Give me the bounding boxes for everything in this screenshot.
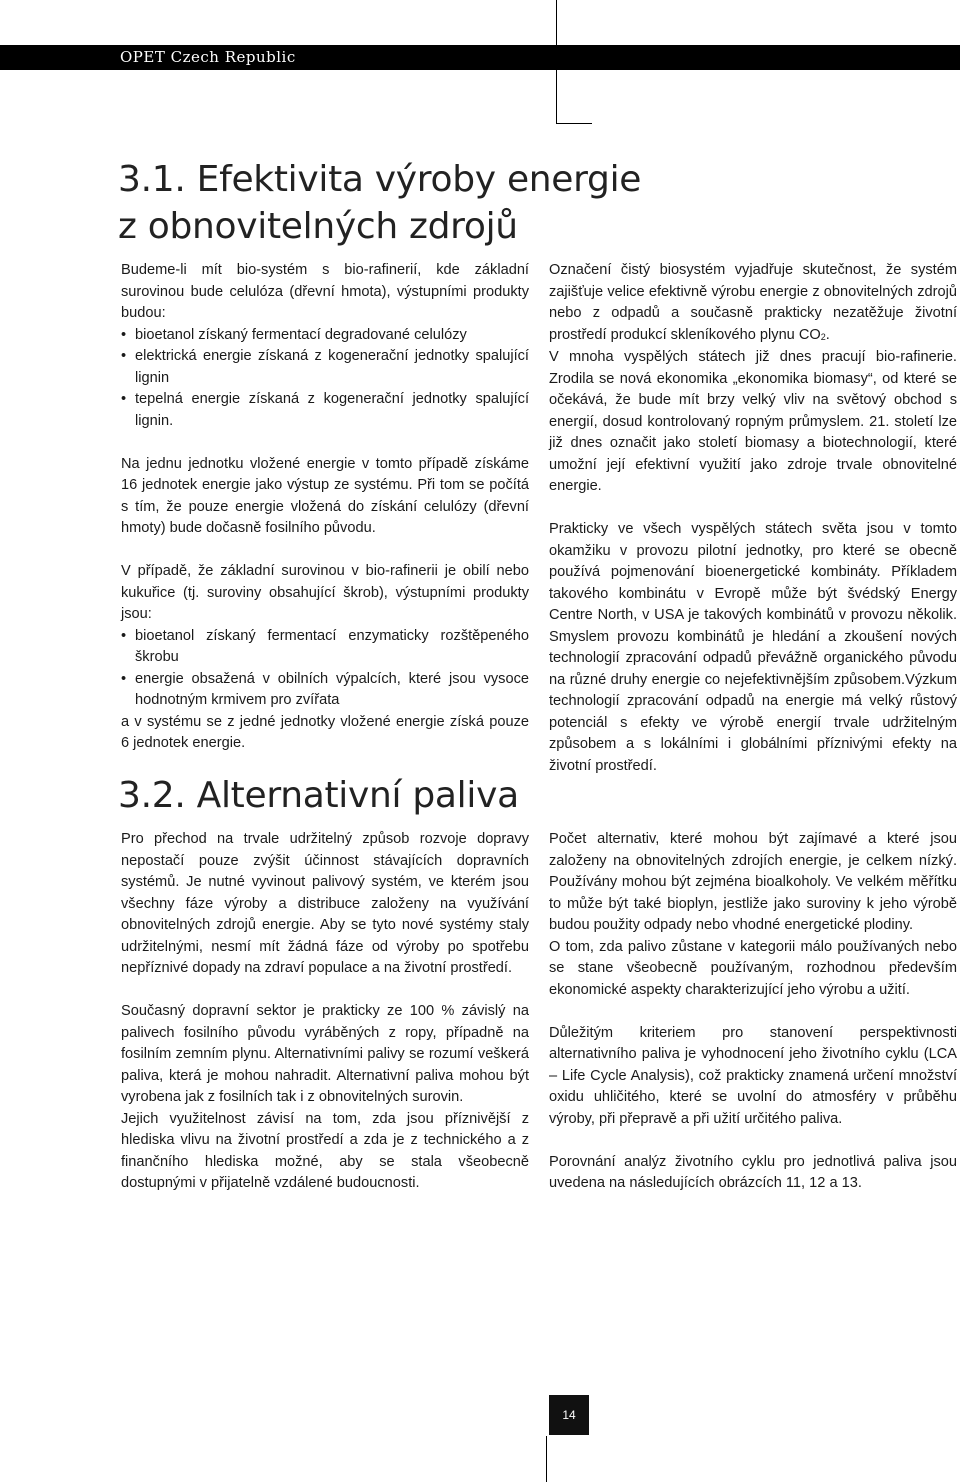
- paragraph: V mnoha vyspělých státech již dnes pracují bio-rafinerie. Zrodila se nová ekonomika „ekonomika biomasy“, od které se očekává, že bude mít brzy velký vliv na světový obchod s energií, dosud kontrolovaný ropným průmyslem. 21. století lze již dnes označit jako století biomasy a biotechnologií, které umožní její efektivní využití jako zdroje trvale obnovitelné energie.: [549, 349, 957, 494]
- paragraph-text: Označení čistý biosystém vyjadřuje skutečnost, že systém zajišťuje velice efektivně výrobu energie z obnovitelných zdrojů nebo z odpadů a současně prakticky nezatěžuje životní prostředí produkcí skleníkového plynu CO: [549, 262, 957, 343]
- right-column-top: [549, 260, 957, 777]
- left-column-top: [121, 260, 529, 755]
- list-item: • bioetanol získaný fermentací enzymaticky rozštěpeného škrobu: [121, 626, 529, 669]
- paragraph-end: .: [825, 326, 830, 343]
- paragraph: [549, 260, 957, 347]
- paragraph: Současný dopravní sektor je prakticky ze 100 % závislý na palivech fosilního původu vyráběných z ropy, případně na fosilním zemním plynu. Alternativními palivy se rozumí veškerá paliva, která je mohou nahradit. Alternativní paliva mohou být vyrobena jak z fosilních tak i z obnovitelných surovin.: [121, 1003, 529, 1105]
- right-column-bottom: [549, 829, 957, 1195]
- paragraph: Důležitým kriteriem pro stanovení perspektivnosti alternativního paliva je vyhodnocení jeho životního cyklu (LCA – Life Cycle Analysis), což prakticky znamená určení množství oxidu uhličitého, které se uvolní do atmosféry v průběhu výroby, při přepravě a při užití určitého paliva.: [549, 1024, 957, 1127]
- subscript: 2: [820, 331, 826, 342]
- crop-mark: [556, 0, 557, 124]
- list-item: • energie obsažená v obilních výpalcích, které jsou vysoce hodnotným krmivem pro zvířata: [121, 669, 529, 712]
- paragraph: Budeme-li mít bio-systém s bio-rafinerií, kde základní surovinou bude celulóza (dřevní hmota), výstupními produkty budou:: [121, 262, 529, 321]
- paragraph: Prakticky ve všech vyspělých státech světa jsou v tomto okamžiku v provozu pilotní jednotky, pro které se obecně používá pojmenování bioenergetické kombináty. Příkladem takového kombinátu v Evropě může být švédský Energy Centre North, v USA je takových kombinátů v provozu několik. Smyslem provozu kombinátů je hledání a zkoušení nových technologií zpracování odpadů převážně organického původu na různé druhy energie co nejefektivnějším způsobem.Výzkum technologií zpracování odpadů na energie má velký růstový potenciál s efekty ve výrobě energií trvale udržitelným způsobem a s lokálními i globálními příznivými efekty na životní prostředí.: [549, 521, 957, 774]
- paragraph: O tom, zda palivo zůstane v kategorii málo používaných nebo se stane všeobecně používaným, rozhodnou především ekonomické aspekty charakterizující jeho výrobu a užití.: [549, 938, 957, 998]
- list-item: • bioetanol získaný fermentací degradované celulózy: [121, 325, 529, 347]
- header-bar: [0, 45, 960, 70]
- header-brand: OPET Czech Republic: [120, 48, 296, 66]
- bullet-list: [121, 626, 529, 712]
- paragraph: Jejich využitelnost závisí na tom, zda jsou příznivější z hlediska vlivu na životní prostředí a zda je z technického a z finančního hlediska možné, aby se stala všeobecně dostupnými v přijatelně vzdálené budoucnosti.: [121, 1110, 529, 1191]
- paragraph: Porovnání analýz životního cyklu pro jednotlivá paliva jsou uvedena na následujících obrázcích 11, 12 a 13.: [549, 1153, 957, 1191]
- list-item: • tepelná energie získaná z kogenerační jednotky spalující lignin.: [121, 389, 529, 432]
- section-heading-3-2: 3.2. Alternativní paliva: [118, 775, 519, 816]
- page-number: 14: [549, 1395, 589, 1435]
- section-heading-line: z obnovitelných zdrojů: [118, 206, 518, 247]
- paragraph: a v systému se z jedné jednotky vložené energie získá pouze 6 jednotek energie.: [121, 713, 529, 751]
- crop-mark: [546, 1436, 547, 1482]
- bullet-list: [121, 325, 529, 433]
- crop-mark: [556, 123, 592, 124]
- paragraph: Pro přechod na trvale udržitelný způsob rozvoje dopravy nepostačí pouze zvýšit účinnost stávajících dopravních systémů. Je nutné vyvinout palivový systém, ve kterém jsou všechny fáze výroby a distribuce založeny na využívání obnovitelných zdrojů energie. Aby se tyto nové systémy staly udržitelnými, nesmí mít žádná fáze od výroby po spotřebu nepříznivé dopady na zdraví populace a na životní prostředí.: [121, 831, 529, 976]
- paragraph: V případě, že základní surovinou v bio-rafinerii je obilí nebo kukuřice (tj. suroviny obsahující škrob), výstupními produkty jsou:: [121, 563, 529, 622]
- list-item: • elektrická energie získaná z kogenerační jednotky spalující lignin: [121, 346, 529, 389]
- section-heading-3-1: [118, 156, 641, 250]
- left-column-bottom: [121, 829, 529, 1195]
- paragraph: Na jednu jednotku vložené energie v tomto případě získáme 16 jednotek energie jako výstup ze systému. Při tom se počítá s tím, že pouze energie vložená do získání celulózy (dřevní hmoty) bude dočasně fosilního původu.: [121, 455, 529, 536]
- section-heading-line: 3.1. Efektivita výroby energie: [118, 159, 642, 200]
- paragraph: Počet alternativ, které mohou být zajímavé a které jsou založeny na obnovitelných zdrojích energie, je celkem nízký. Používány mohou být zejména bioalkoholy. Ve velkém měřítku to může být také bioplyn, jestliže jako suroviny k jeho výrobě budou použity odpady nebo vhodné energetické plodiny.: [549, 831, 957, 933]
